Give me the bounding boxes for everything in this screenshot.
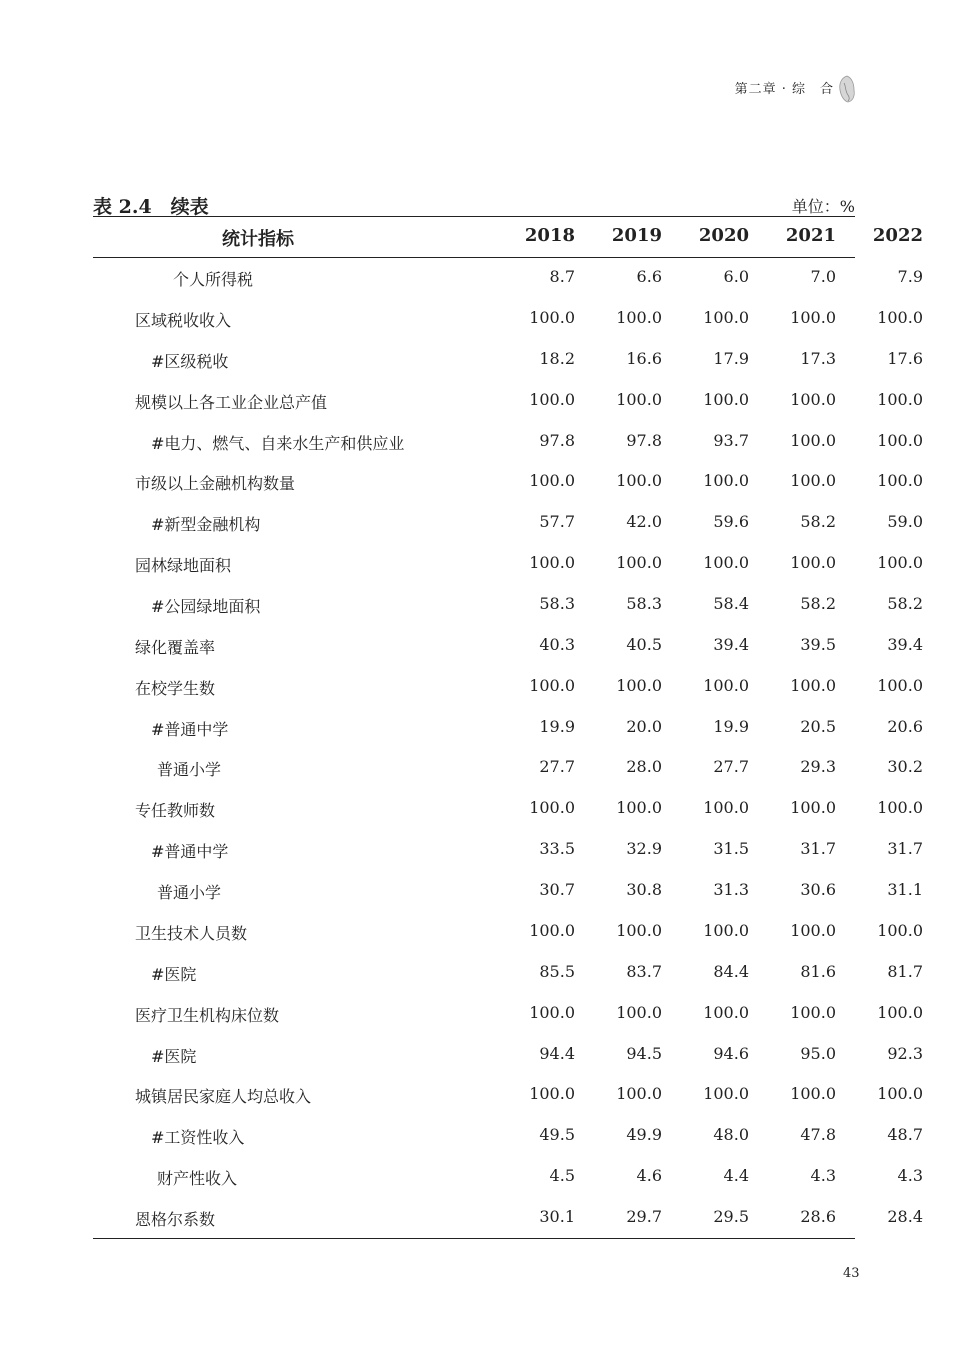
table-cell: 30.6 [800,880,836,899]
table-cell: 100.0 [877,307,923,327]
table-cell: 97.8 [626,430,662,450]
table-cell: 58.4 [713,594,749,613]
table-cell: 100.0 [529,798,575,818]
table-cell: 31.3 [713,880,749,899]
table-cell: 100.0 [529,920,575,940]
table-row [93,307,923,332]
table-cell: 27.7 [539,757,575,777]
table-cell: 17.3 [800,348,836,368]
table-row [93,471,923,495]
table-cell: 100.0 [790,920,836,940]
table-cell: 27.7 [713,757,749,777]
table-cell: 32.9 [626,839,662,859]
table-cell: 100.0 [877,675,923,695]
table-cell: 100.0 [790,675,836,695]
column-header-year: 2019 [611,225,662,246]
table-cell: 29.3 [800,757,836,777]
table-cell: 6.0 [723,267,749,286]
row-label: #区级税收 [151,351,229,371]
table-cell: 97.8 [539,430,575,450]
table-cell: 100.0 [616,798,662,818]
table-cell: 49.5 [539,1125,575,1145]
table-cell: 17.9 [713,348,749,368]
table-row [93,267,923,291]
row-label: #医院 [151,1046,197,1066]
table-cell: 100.0 [703,1084,749,1104]
table-cell: 100.0 [877,798,923,818]
table-cell: 100.0 [616,1002,662,1022]
row-label: 医疗卫生机构床位数 [135,1005,280,1025]
table-cell: 18.2 [539,348,575,368]
row-label: 普通小学 [157,883,222,902]
table-cell: 19.9 [713,716,749,736]
table-cell: 58.2 [800,512,836,532]
table-row [93,389,923,414]
table-row [93,1125,923,1149]
table-cell: 100.0 [790,430,836,450]
table-cell: 100.0 [529,471,575,491]
table-cell: 20.5 [800,716,836,736]
row-label: 恩格尔系数 [135,1210,216,1229]
page-number: 43 [843,1266,860,1281]
table-cell: 84.4 [713,961,749,981]
row-label: #电力、燃气、自来水生产和供应业 [151,433,405,453]
table-cell: 29.7 [626,1207,662,1226]
column-header-year: 2022 [872,225,923,246]
table-cell: 58.2 [887,594,923,613]
table-cell: 100.0 [790,1084,836,1104]
table-cell: 42.0 [626,512,662,532]
table-header-row [93,225,923,251]
table-row [93,594,923,618]
table-cell: 100.0 [877,1084,923,1104]
table-cell: 100.0 [703,920,749,940]
table-cell: 100.0 [790,389,836,409]
table-cell: 39.4 [713,634,749,654]
column-header-year: 2018 [524,225,575,246]
table-cell: 39.4 [887,634,923,654]
table-cell: 39.5 [800,634,836,654]
row-label: 市级以上金融机构数量 [135,474,296,494]
table-row [93,1084,923,1108]
table-cell: 100.0 [616,553,662,573]
table-cell: 100.0 [703,553,749,573]
table-cell: 8.7 [549,267,575,286]
table-cell: 85.5 [539,961,575,981]
table-cell: 94.5 [626,1043,662,1063]
table-cell: 59.6 [713,512,749,532]
table-cell: 100.0 [529,1002,575,1022]
table-cell: 31.7 [800,839,836,859]
table-cell: 58.2 [800,594,836,613]
table-row [93,757,923,781]
table-cell: 28.6 [800,1207,836,1226]
row-label: #工资性收入 [151,1128,245,1148]
table-cell: 100.0 [790,798,836,818]
table-cell: 100.0 [877,471,923,491]
running-header: 第二章 · 综 合 [734,82,834,97]
table-row [93,1002,923,1027]
table-caption [93,192,855,216]
table-row [93,880,923,904]
table-cell: 19.9 [539,716,575,736]
table-cell: 20.0 [626,716,662,736]
table-cell: 48.7 [887,1125,923,1145]
table-cell: 100.0 [877,1002,923,1022]
table-cell: 4.3 [897,1166,923,1186]
table-cell: 100.0 [790,307,836,327]
table-cell: 94.6 [713,1043,749,1063]
table-row [93,675,923,700]
table-cell: 4.3 [810,1166,836,1186]
table-row [93,1207,923,1231]
table-bottom-rule [93,1238,855,1239]
table-cell: 28.0 [626,757,662,777]
table-row [93,430,923,455]
table-cell: 33.5 [539,839,575,859]
table-cell: 83.7 [626,961,662,981]
table-cell: 100.0 [616,675,662,695]
table-cell: 4.4 [723,1166,749,1186]
table-row [93,553,923,577]
table-cell: 100.0 [616,1084,662,1104]
table-row [93,798,923,822]
table-cell: 4.5 [549,1166,575,1186]
table-cell: 4.6 [636,1166,662,1186]
table-row [93,716,923,741]
table-cell: 100.0 [616,307,662,327]
table-cell: 100.0 [703,307,749,327]
table-cell: 100.0 [790,1002,836,1022]
table-header-rule [93,257,855,258]
table-cell: 31.7 [887,839,923,859]
table-cell: 92.3 [887,1043,923,1063]
table-cell: 20.6 [887,716,923,736]
table-cell: 29.5 [713,1207,749,1226]
table-cell: 30.2 [887,757,923,777]
row-label: 在校学生数 [135,678,216,698]
row-label: 卫生技术人员数 [135,923,248,943]
row-label: 区域税收收入 [135,310,232,330]
table-cell: 100.0 [529,675,575,695]
table-unit: 单位：% [791,197,855,216]
table-cell: 58.3 [626,594,662,613]
table-cell: 30.7 [539,880,575,899]
table-title: 表 2.4 续表 [93,196,209,218]
table-row [93,1043,923,1068]
row-label: #新型金融机构 [151,515,261,535]
table-cell: 100.0 [703,675,749,695]
table-cell: 100.0 [790,553,836,573]
table-row [93,920,923,945]
table-row [93,839,923,863]
row-label: 个人所得税 [173,270,254,289]
table-cell: 100.0 [790,471,836,491]
table-cell: 40.5 [626,634,662,654]
table-cell: 100.0 [877,430,923,450]
table-cell: 100.0 [703,798,749,818]
table-cell: 100.0 [703,1002,749,1022]
row-label: 财产性收入 [157,1169,238,1189]
table-cell: 100.0 [529,553,575,573]
table-cell: 6.6 [636,267,662,286]
row-label: 城镇居民家庭人均总收入 [135,1087,312,1107]
table-cell: 95.0 [800,1043,836,1063]
table-cell: 100.0 [616,389,662,409]
row-label: 园林绿地面积 [135,556,232,576]
table-row [93,961,923,986]
table-cell: 100.0 [703,389,749,409]
table-cell: 100.0 [616,920,662,940]
row-label: 规模以上各工业企业总产值 [135,392,328,412]
table-cell: 100.0 [877,389,923,409]
table-cell: 100.0 [529,389,575,409]
row-label: 绿化覆盖率 [135,637,216,657]
table-cell: 16.6 [626,348,662,368]
table-row [93,348,923,373]
table-row [93,512,923,536]
row-label: 普通小学 [157,760,222,780]
row-label: #普通中学 [151,719,229,739]
table-cell: 57.7 [539,512,575,532]
table-cell: 7.0 [810,267,836,286]
table-cell: 30.8 [626,880,662,899]
table-cell: 28.4 [887,1207,923,1226]
table-cell: 48.0 [713,1125,749,1145]
table-row [93,1166,923,1190]
table-cell: 58.3 [539,594,575,613]
table-cell: 81.6 [800,961,836,981]
row-label: 专任教师数 [135,801,216,821]
table-top-rule [93,216,855,217]
table-cell: 100.0 [703,471,749,491]
table-cell: 94.4 [539,1043,575,1063]
row-label: #公园绿地面积 [151,597,261,616]
table-cell: 17.6 [887,348,923,368]
table-cell: 100.0 [877,920,923,940]
table-cell: 49.9 [626,1125,662,1145]
table-cell: 47.8 [800,1125,836,1145]
table-cell: 100.0 [616,471,662,491]
table-cell: 59.0 [887,512,923,532]
chapter-emblem-icon [837,74,857,104]
table-cell: 100.0 [877,553,923,573]
table-cell: 31.5 [713,839,749,859]
row-label: #普通中学 [151,842,229,862]
table-cell: 31.1 [887,880,923,899]
table-cell: 100.0 [529,307,575,327]
table-cell: 7.9 [897,267,923,286]
column-header-year: 2020 [698,225,749,246]
table-cell: 40.3 [539,634,575,654]
table-cell: 81.7 [887,961,923,981]
column-header-indicator: 统计指标 [222,229,294,250]
table-cell: 100.0 [529,1084,575,1104]
table-row [93,634,923,659]
table-cell: 30.1 [539,1207,575,1226]
row-label: #医院 [151,964,197,984]
table-cell: 93.7 [713,430,749,450]
column-header-year: 2021 [785,225,836,246]
